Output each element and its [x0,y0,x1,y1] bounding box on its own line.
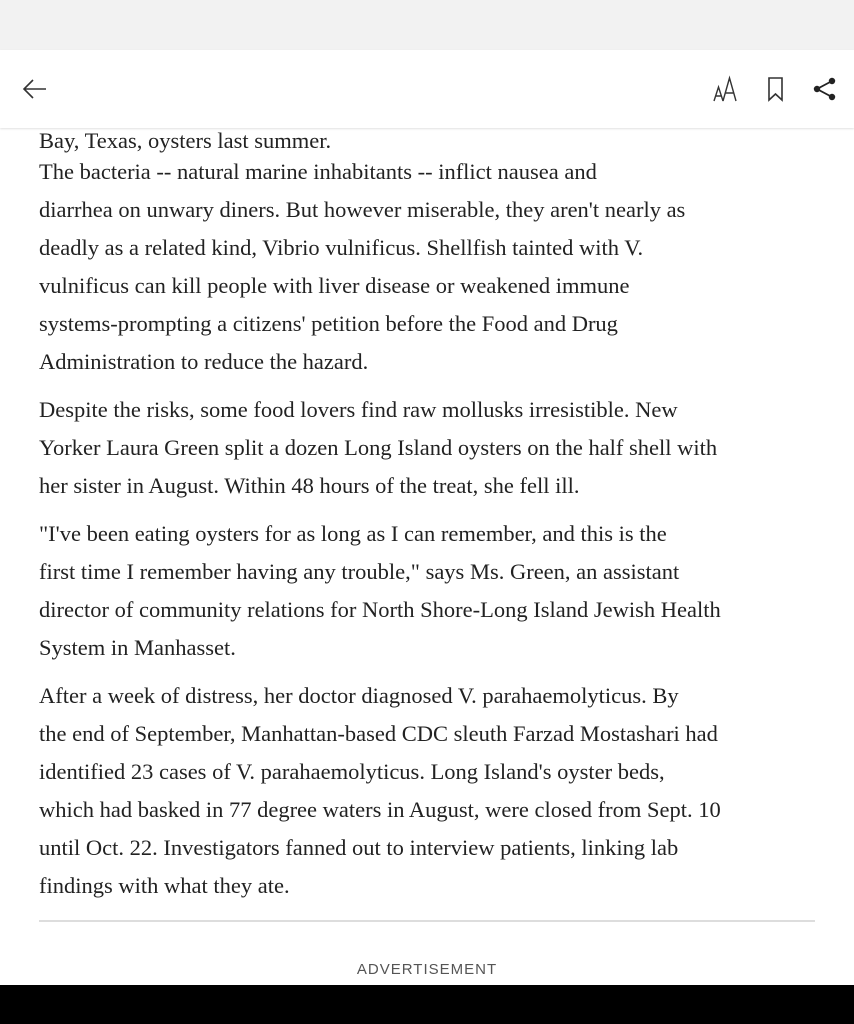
text-line: the end of September, Manhattan-based CDC sleuth Farzad Mostashari had [39,721,718,746]
article-paragraph [39,153,829,381]
advertisement-label: ADVERTISEMENT [356,961,498,978]
text-line: Despite the risks, some food lovers find raw mollusks irresistible. New [39,397,678,422]
text-line: findings with what they ate. [39,873,290,898]
status-bar [0,0,854,50]
text-line: deadly as a related kind, Vibrio vulnificus. Shellfish tainted with V. [39,235,644,260]
text-line: her sister in August. Within 48 hours of the treat, she fell ill. [39,473,580,498]
cut-off-paragraph [39,129,829,153]
font-size-icon[interactable] [712,74,742,104]
text-line: diarrhea on unwary diners. But however miserable, they aren't nearly as [39,197,686,222]
article-paragraph [39,677,829,905]
text-line: which had basked in 77 degree waters in August, were closed from Sept. 10 [39,797,721,822]
text-line: until Oct. 22. Investigators fanned out to interview patients, linking lab [39,835,679,860]
article-paragraph [39,391,829,505]
text-line: The bacteria -- natural marine inhabitants -- inflict nausea and [39,159,597,184]
text-line: System in Manhasset. [39,635,236,660]
text-line: "I've been eating oysters for as long as I can remember, and this is the [39,521,667,546]
text-line: After a week of distress, her doctor diagnosed V. parahaemolyticus. By [39,683,679,708]
divider [39,920,815,922]
text-line: Administration to reduce the hazard. [39,349,369,374]
article-paragraph [39,515,829,667]
article-toolbar [0,50,854,128]
text-line: director of community relations for North Shore-Long Island Jewish Health [39,597,721,622]
text-line: Yorker Laura Green split a dozen Long Island oysters on the half shell with [39,435,718,460]
text-line: vulnificus can kill people with liver disease or weakened immune [39,273,630,298]
system-navigation-bar [0,985,854,1024]
text-line: Bay, Texas, oysters last summer. [39,128,332,153]
article-body [39,129,829,915]
text-line: identified 23 cases of V. parahaemolyticus. Long Island's oyster beds, [39,759,665,784]
text-line: first time I remember having any trouble," says Ms. Green, an assistant [39,559,680,584]
back-arrow-icon[interactable] [20,74,50,104]
text-line: systems-prompting a citizens' petition before the Food and Drug [39,311,618,336]
share-icon[interactable] [810,74,840,104]
bookmark-icon[interactable] [761,74,791,104]
